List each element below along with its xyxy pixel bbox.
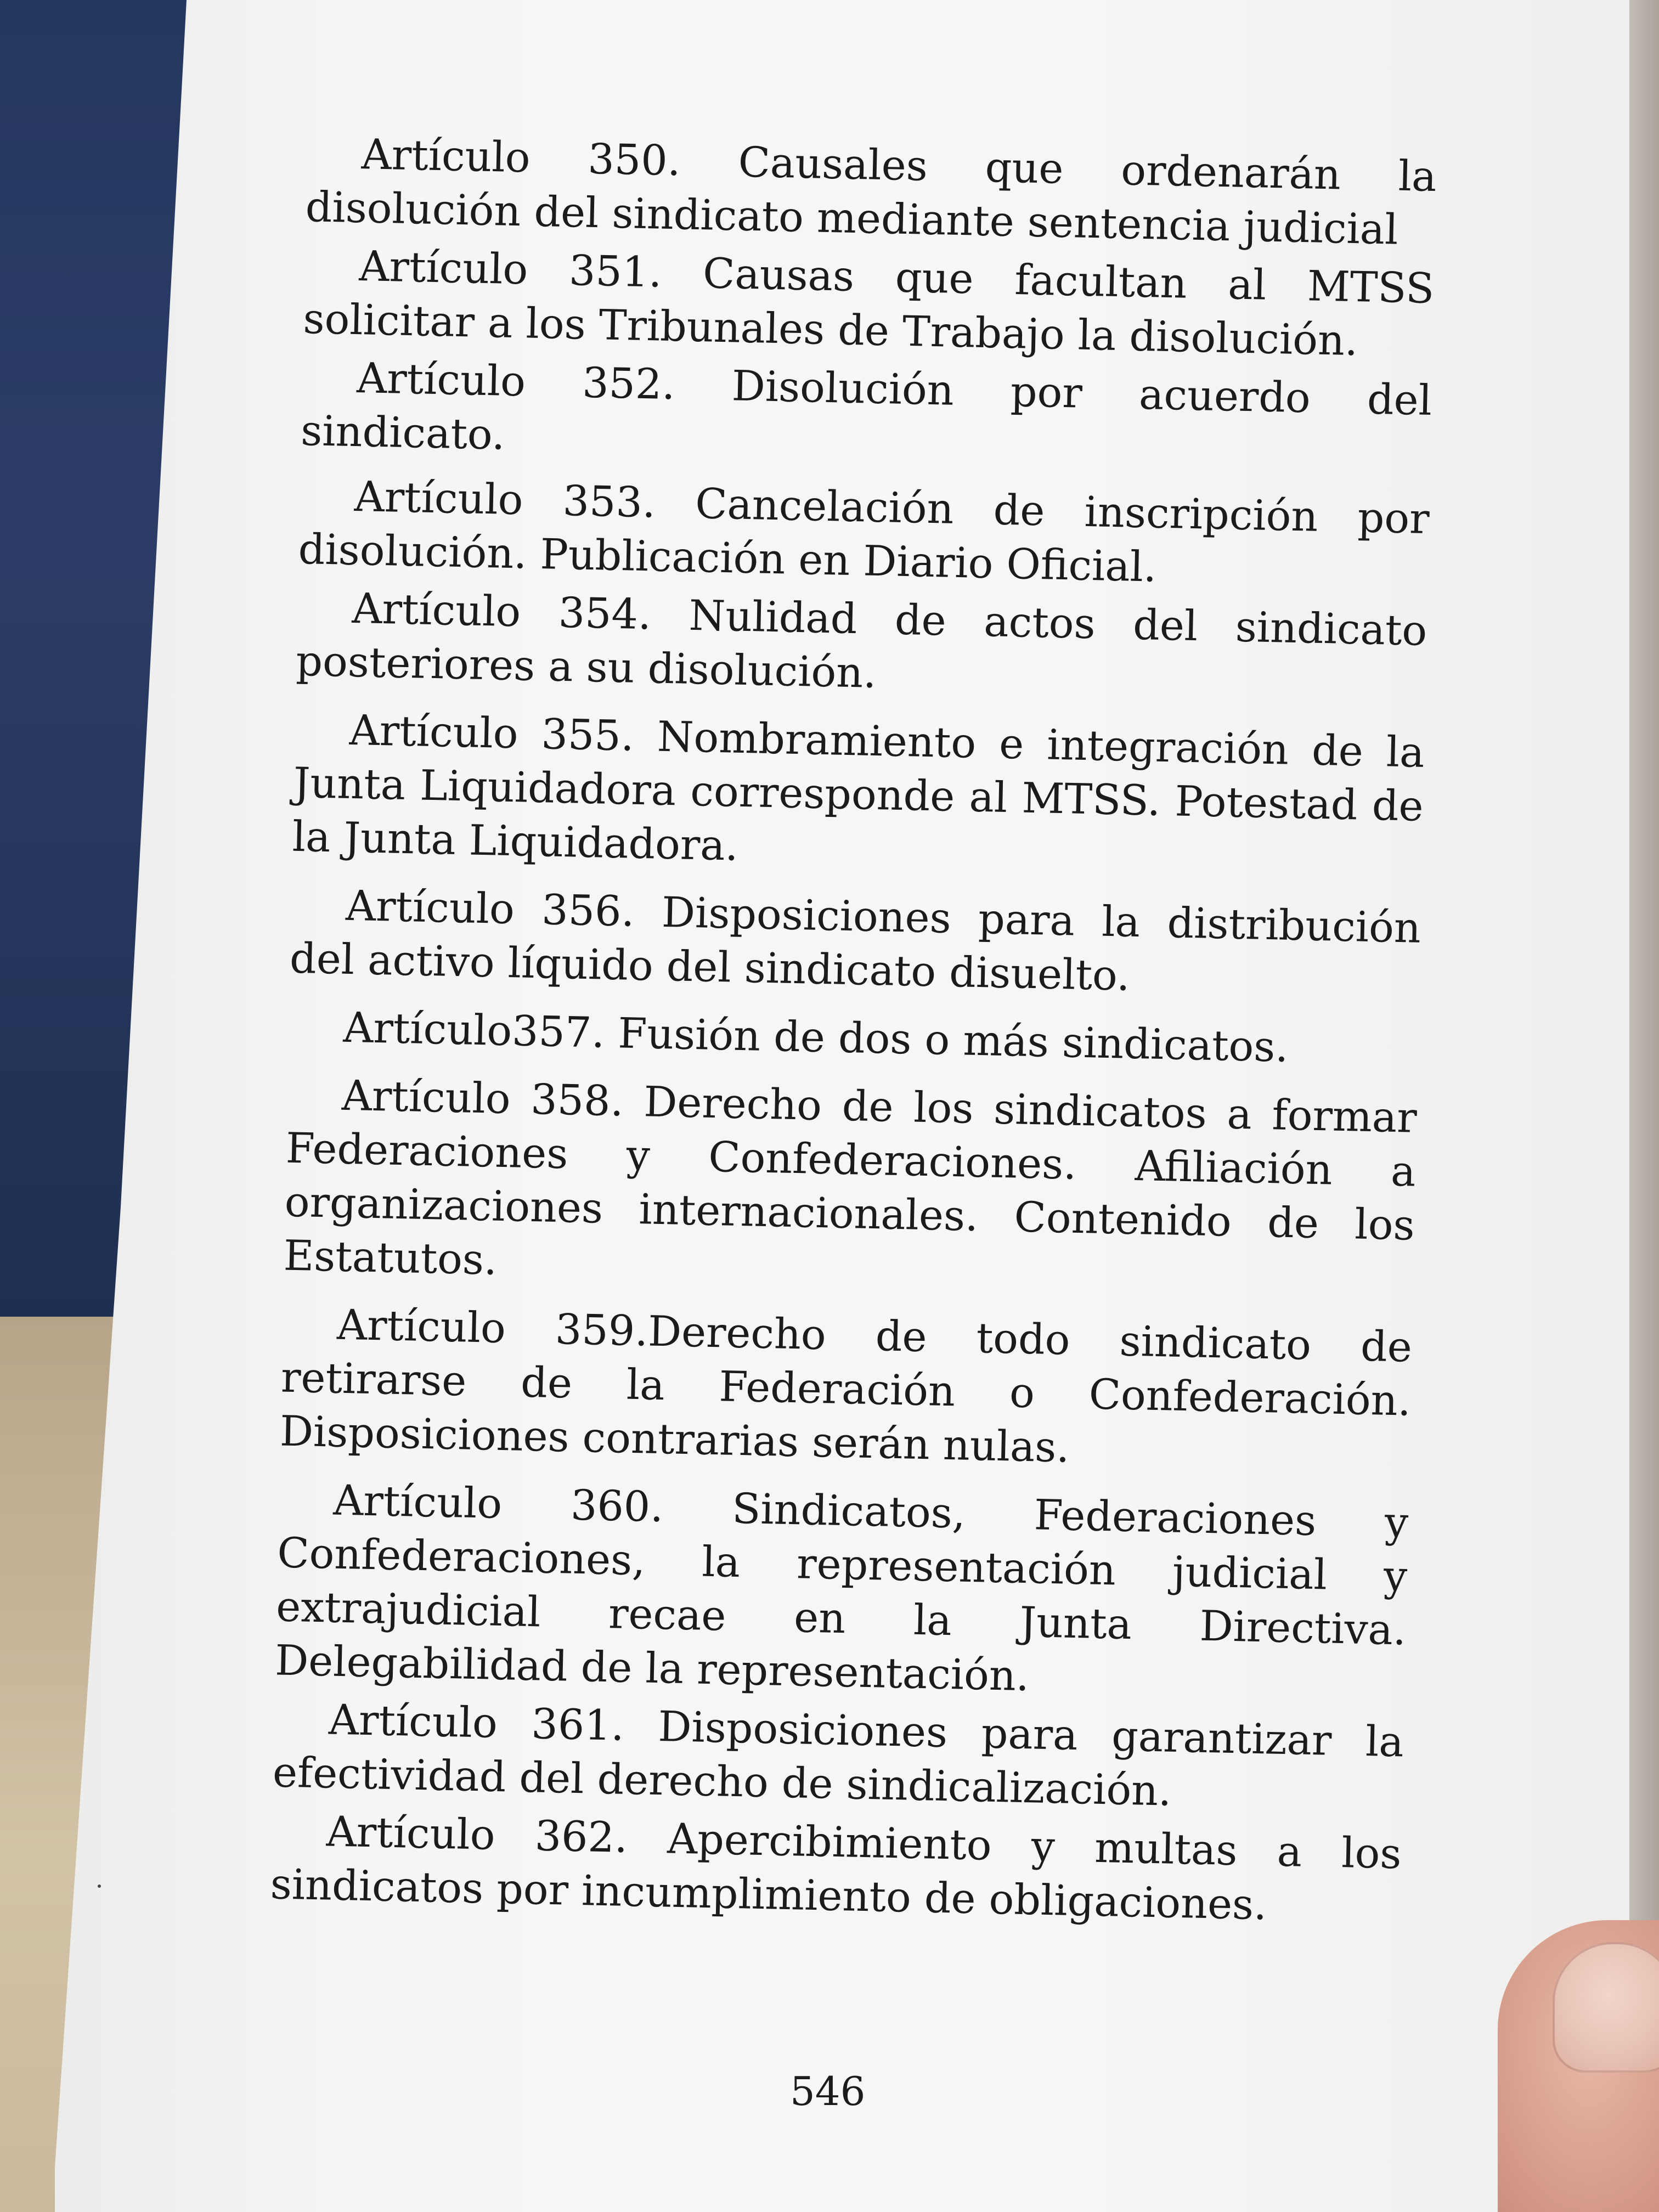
article-361: Artículo 361. Disposiciones para garantizar la efectividad del derecho de sindicalización. [272, 1695, 1404, 1815]
thumbnail-nail [1553, 1942, 1659, 2073]
article-351: Artículo 351. Causas que facultan al MTSS solicitar a los Tribunales de Trabajo la disolución. [302, 241, 1435, 365]
article-357: Artículo357. Fusión de dos o más sindicatos. [342, 1002, 1289, 1071]
page-speck [98, 1884, 101, 1888]
article-358: Artículo 358. Derecho de los sindicatos a formar Federaciones y Confederaciones. Afiliación a organizaciones internacionales. Contenido de los Estatutos. [283, 1070, 1418, 1284]
article-352: Artículo 352. Disolución por acuerdo del sindicato. [300, 353, 1432, 459]
article-353: Artículo 353. Cancelación de inscripción por disolución. Publicación en Diario Oficial. [297, 471, 1430, 591]
article-362: Artículo 362. Apercibimiento y multas a los sindicatos por incumplimiento de obligaciones. [269, 1807, 1402, 1929]
article-356: Artículo 356. Disposiciones para la distribución del activo líquido del sindicato disuelto. [289, 881, 1421, 1000]
article-359: Artículo 359.Derecho de todo sindicato de retirarse de la Federación o Confederación. Disposiciones contrarias serán nulas. [279, 1300, 1413, 1472]
article-354: Artículo 354. Nulidad de actos del sindicato posteriores a su disolución. [295, 583, 1428, 697]
page-number: 546 [790, 2068, 866, 2114]
article-350: Artículo 350. Causales que ordenarán la disolución del sindicato mediante sentencia judicial [305, 129, 1437, 254]
article-list [270, 126, 1437, 1939]
article-360: Artículo 360. Sindicatos, Federaciones y Confederaciones, la representación judicial y extrajudicial recae en la Junta Directiva. Delegabilidad de la representación. [274, 1475, 1409, 1701]
article-355: Artículo 355. Nombramiento e integración de la Junta Liquidadora corresponde al MTSS. Potestad de la Junta Liquidadora. [291, 705, 1425, 870]
